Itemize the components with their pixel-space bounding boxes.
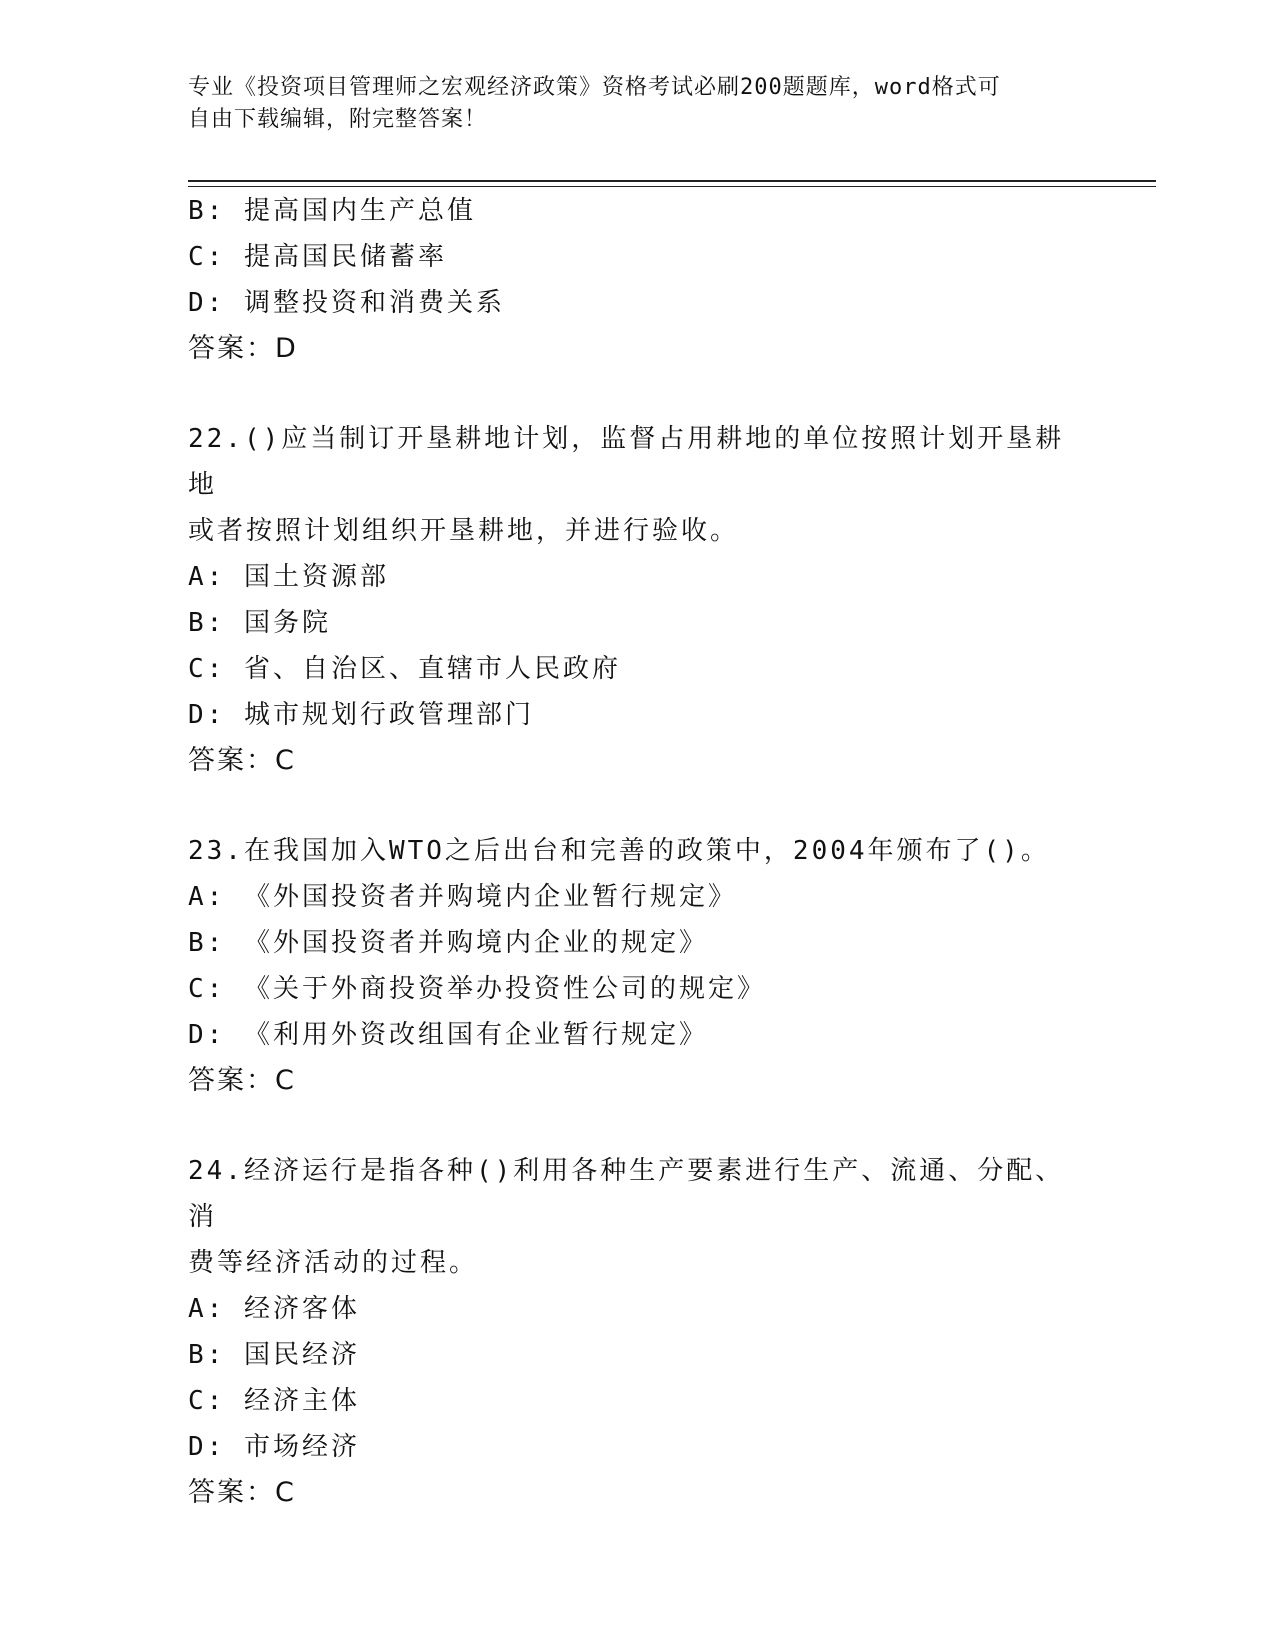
question-stem-line: 22.()应当制订开垦耕地计划，监督占用耕地的单位按照计划开垦耕地 [188,424,1065,500]
option-a: A: 经济客体 [188,1294,360,1324]
question-stem-line: 费等经济活动的过程。 [188,1248,479,1278]
option-d: D: 城市规划行政管理部门 [188,700,534,730]
option-b: B: 国民经济 [188,1340,360,1370]
answer-line: 答案：D [188,333,298,364]
document-header [188,72,1068,136]
spacer [188,784,1088,828]
question-23 [188,828,1088,1104]
header-divider-thin [188,186,1156,187]
option-b: B: 提高国内生产总值 [188,196,476,226]
question-stem-line: 23.在我国加入WTO之后出台和完善的政策中，2004年颁布了()。 [188,836,1050,866]
question-content [188,188,1088,1516]
answer-line: 答案：C [188,745,296,776]
header-divider-thick [188,180,1156,182]
question-24 [188,1148,1088,1516]
answer-line: 答案：C [188,1065,296,1096]
option-a: A: 国土资源部 [188,562,389,592]
question-stem-line: 24.经济运行是指各种()利用各种生产要素进行生产、流通、分配、消 [188,1156,1065,1232]
option-c: C: 经济主体 [188,1386,360,1416]
spacer [188,372,1088,416]
option-d: D: 调整投资和消费关系 [188,288,505,318]
option-a: A: 《外国投资者并购境内企业暂行规定》 [188,882,737,912]
option-b: B: 国务院 [188,608,331,638]
option-d: D: 市场经济 [188,1432,360,1462]
option-b: B: 《外国投资者并购境内企业的规定》 [188,928,708,958]
question-22 [188,416,1088,784]
option-c: C: 省、自治区、直辖市人民政府 [188,654,621,684]
option-d: D: 《利用外资改组国有企业暂行规定》 [188,1020,708,1050]
spacer [188,1104,1088,1148]
header-line-1: 专业《投资项目管理师之宏观经济政策》资格考试必刷200题题库，word格式可 [188,75,1001,100]
option-c: C: 《关于外商投资举办投资性公司的规定》 [188,974,766,1004]
option-c: C: 提高国民储蓄率 [188,242,447,272]
question-21-tail [188,188,1088,372]
answer-line: 答案：C [188,1477,296,1508]
header-line-2: 自由下载编辑，附完整答案！ [188,107,488,132]
question-stem-line: 或者按照计划组织开垦耕地，并进行验收。 [188,516,740,546]
